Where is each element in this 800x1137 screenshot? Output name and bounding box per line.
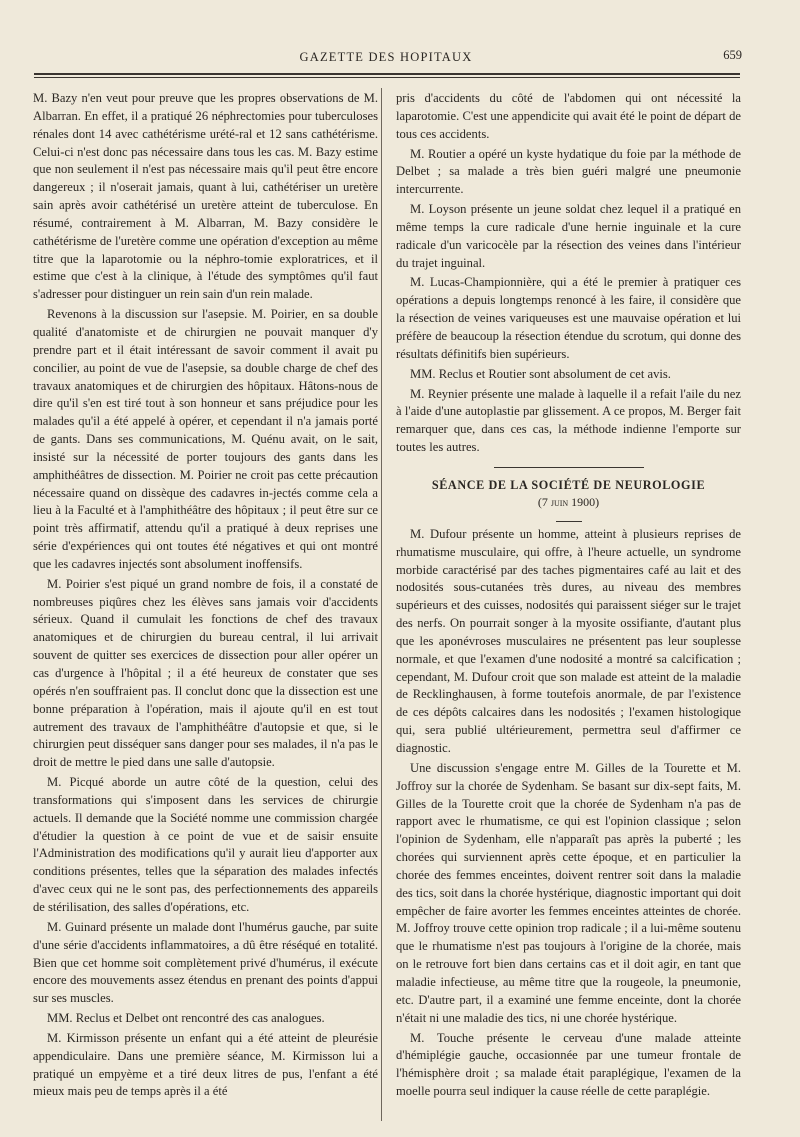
paragraph: Revenons à la discussion sur l'asepsie. M. Poirier, en sa double qualité d'anatomiste et de chirurgien ne pouvait manquer d'y prendre part et il était intéressant de savoir comment il avait pu concilier, au point de vue de l'asepsie, sa double charge de chef des travaux anatomiques et de chirurgien des hôpitaux. Hâtons-nous de dire qu'il s'en est tiré tout à son honneur et sans préjudice pour les malades qu'il a été appelé à opérer, et cependant il n'a jamais porté de gants. Dans ses communications, M. Quénu avait, on le sait, insisté sur la nécessité de porter toujours des gants dans les amphithéâtres de dissection. M. Poirier ne croit pas cette précaution nécessaire quand on dissèque des cadavres in-jectés comme cela a lieu à la Faculté et à l'amphithéâtre des hôpitaux ; il peut être sur ce point très affirmatif, attendu qu'il a pratiqué à deux reprises une série d'expériences qui ont toutes été négatives et qui ont montré que les cadavres injectés sont absolument inoffensifs. <box>33 307 378 571</box>
left-column <box>33 90 378 1103</box>
right-column <box>396 90 741 1103</box>
paragraph: M. Bazy n'en veut pour preuve que les propres observations de M. Albarran. En effet, il a pratiqué 26 néphrectomies pour tuberculoses rénales dont 14 avec cathétérisme urété-ral et 12 sans cathétérisme. Celui-ci n'est donc pas nécessaire dans tous les cas. M. Bazy estime que non seulement il n'est pas nécessaire mais qu'il peut être encore dangereux ; il n'oserait jamais, quant à lui, cathétériser un uretère sain après avoir cathétérisé un uretère atteint de tuberculose. En résumé, contrairement à M. Albarran, M. Bazy considère le cathétérisme de l'uretère comme une opération d'exception au même titre que la laparotomie ou la néphro-tomie exploratrices, et il estime que c'est à la clinique, à l'étude des symptômes qu'il faut s'adresser pour distinguer un rein sain d'un rein malade. <box>33 91 378 302</box>
section-title: SÉANCE DE LA SOCIÉTÉ DE NEUROLOGIE <box>431 477 706 492</box>
paragraph: M. Kirmisson présente un enfant qui a été atteint de pleurésie appendiculaire. Dans une première séance, M. Kirmisson lui a pratiqué un empyème et a tiré deux litres de pus, l'enfant a été mieux mais peu de temps après il a été <box>33 1030 378 1099</box>
section-short-rule <box>396 510 741 520</box>
paragraph: M. Guinard présente un malade dont l'humérus gauche, par suite d'une série d'accidents inflammatoires, a dû être réséqué en totalité. Bien que cet homme soit complètement privé d'humérus, il exécute encore des mouvements assez étendus en prenant des points d'appui sur ses muscles. <box>33 919 378 1006</box>
section-date <box>396 494 741 510</box>
section-ornament <box>396 459 741 473</box>
paragraph: M. Poirier s'est piqué un grand nombre de fois, il a constaté de nombreuses piqûres chez les élèves sans jamais voir d'accidents sérieux. Quand il cumulait les fonctions de chef des travaux anatomiques et de chirurgien du bureau central, il lui arrivait souvent de quitter ses exercices de dissection pour aller opérer un cas d'urgence à l'hôpital ; il a été heureux de constater que ses opérés n'en souffraient pas. Il conclut donc que la dissection est une bonne préparation à l'opération, mais il ajoute qu'il en est tout autrement des travaux de l'amphithéâtre d'autopsie et que, si le chirurgien peut disséquer sans danger pour ses malades, il n'a pas le droit de mettre le pied dans une salle d'autopsie. <box>33 576 378 770</box>
paragraph: MM. Reclus et Delbet ont rencontré des cas analogues. <box>47 1011 325 1026</box>
date-month: juin <box>550 494 569 509</box>
column-divider <box>381 88 382 1121</box>
paragraph: pris d'accidents du côté de l'abdomen qui ont nécessité la laparotomie. C'est une appendicite qui avait été le point de départ de tous ces accidents. <box>396 91 741 141</box>
paragraph: M. Routier a opéré un kyste hydatique du foie par la méthode de Delbet ; sa malade a très bien guéri malgré une pneumonie intercurrente. <box>396 146 741 197</box>
paragraph: M. Picqué aborde un autre côté de la question, celui des transformations qui s'imposent dans les services de chirurgie actuels. Il demande que la Société nomme une commission chargée d'étudier la question à ce point de vue et de saisir ensuite l'Administration des modifications qu'il y aurait lieu d'apporter aux conditions présentes, telles que la séparation des malades infectés d'avec ceux qui ne le sont pas, des perfectionnements des appareils de stérilisation, des salles d'opérations, etc. <box>33 775 378 914</box>
paragraph: M. Touche présente le cerveau d'une malade atteinte d'hémiplégie gauche, occasionnée par une tumeur frontale de l'hémisphère droit ; sa malade était paraplégique, l'examen de la moelle pourra seul indiquer la cause réelle de cette paraplégie. <box>396 1030 741 1099</box>
header-rule-thin <box>34 77 740 78</box>
paragraph: M. Dufour présente un homme, atteint à plusieurs reprises de rhumatisme musculaire, qui offre, à l'heure actuelle, un syndrome morbide caractérisé par des taches pigmentaires café au lait et des nodosités sous-cutanées très dures, au niveau des membres supérieurs et des cuisses, nodosités qui paraissent siéger sur le trajet des nerfs. On pourrait songer à la myosite ossifiante, d'autant plus que les aponévroses musculaires ne présentent pas leur souplesse normale, et que l'examen d'une nodosité a montré sa calcification ; cependant, M. Dufour croit que son malade est atteint de la maladie de Recklinghausen, à forme toutefois anormale, de par l'existence de ces dépôts calcaires dans les nodosités ; l'examen histologique qui, sera publié ultérieurement, permettra seul d'affirmer ce diagnostic. <box>396 526 741 755</box>
paragraph: M. Loyson présente un jeune soldat chez lequel il a pratiqué en même temps la cure radicale d'une hernie inguinale et la cure radicale d'un varicocèle par la résection des veines dans l'intérieur du trajet inguinal. <box>396 202 741 270</box>
header-rule-thick <box>34 73 740 75</box>
page-number: 659 <box>723 48 742 62</box>
date-year: 1900) <box>568 494 600 509</box>
page-header <box>30 50 742 72</box>
paragraph: M. Lucas-Championnière, qui a été le premier à pratiquer ces opérations a depuis longtemps renoncé à les faire, il considère que la résection de veines variqueuses est une mauvaise opération et lui préfère de beaucoup la résection étendue du scrotum, qui donne des résultats définitifs bien supérieurs. <box>396 275 741 361</box>
paragraph: M. Reynier présente une malade à laquelle il a refait l'aile du nez à l'aide d'une autoplastie par glissement. A ce propos, M. Berger fait remarquer que, dans ces cas, la méthode indienne l'emporte sur toutes les autres. <box>396 386 741 455</box>
journal-title: GAZETTE DES HOPITAUX <box>299 50 473 64</box>
paragraph: Une discussion s'engage entre M. Gilles de la Tourette et M. Joffroy sur la chorée de Sydenham. Se basant sur dix-sept faits, M. Gilles de la Tourette croit que la chorée de Sydenham n'a pas de rapport avec le rhumatisme, ce qui est l'opinion classique ; selon l'opinion de Sydenham, elle n'apparaît pas après la puberté ; les chorées qui surviennent après cette époque, et en particulier la chorée des femmes enceintes, doivent rentrer soit dans la maladie des tics, soit dans la chorée hystérique, diagnostic important qui doit empêcher de faire avorter les femmes enceintes atteintes de chorée. M. Joffroy trouve cette opinion trop radicale ; il a lui-même soutenu que le rhumatisme n'est pas toujours à l'origine de la chorée, mais on le retrouve fort bien dans certains cas et il doit agir, en tant que maladie infectieuse, au même titre que la rougeole, la pneumonie, etc. D'autre part, il a examiné une femme enceinte, dont la chorée n'était ni une maladie des tics, ni une chorée hystérique. <box>396 760 741 1025</box>
date-day: (7 <box>537 494 551 509</box>
paragraph: MM. Reclus et Routier sont absolument de cet avis. <box>410 366 671 381</box>
